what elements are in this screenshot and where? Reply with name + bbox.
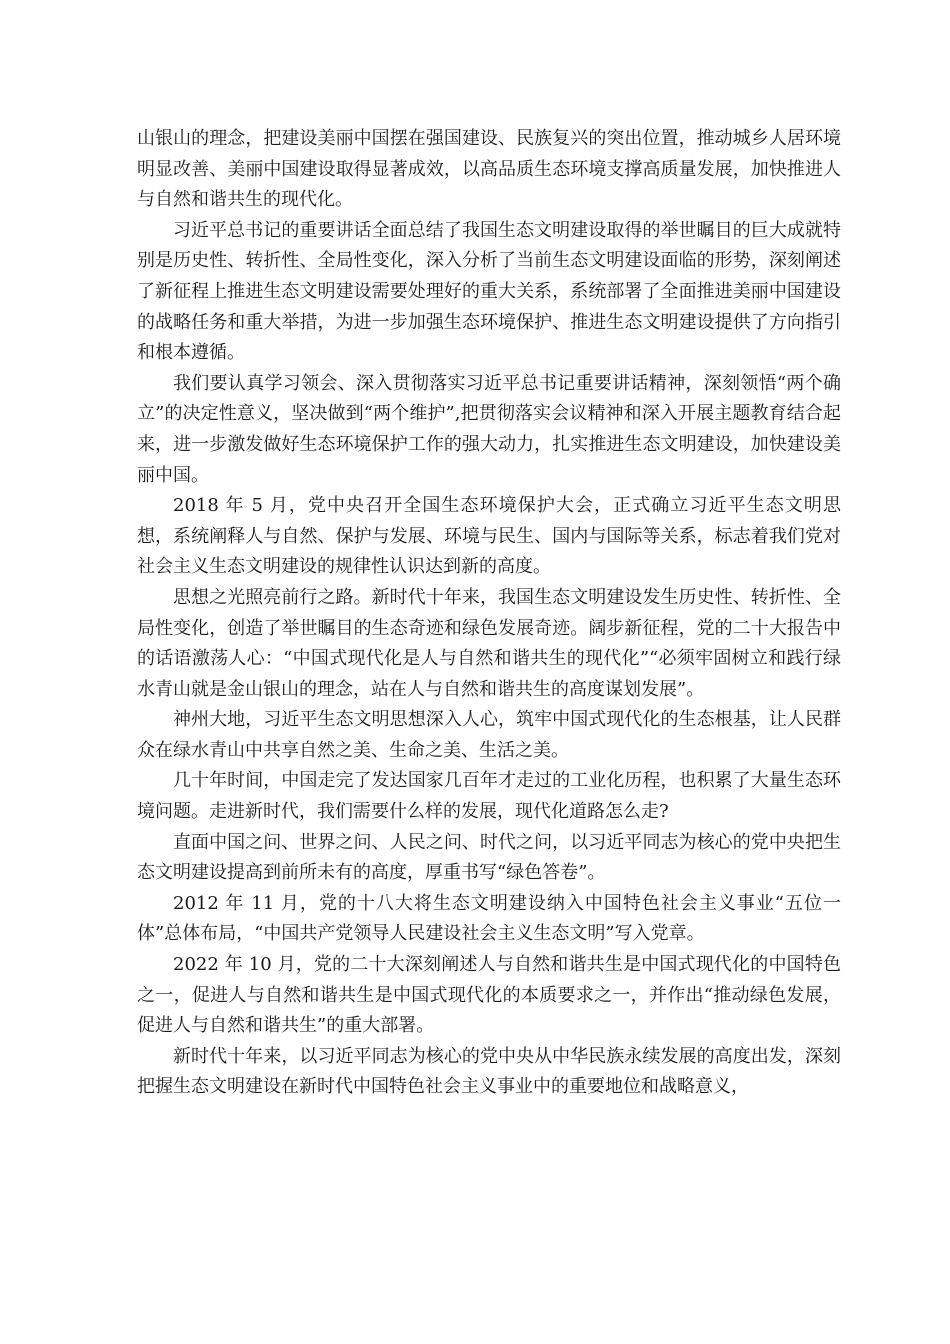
paragraph: 2022 年 10 月，党的二十大深刻阐述人与自然和谐共生是中国式现代化的中国特色之一，促进人与自然和谐共生是中国式现代化的本质要求之一，并作出“推动绿色发展，促进人与自然和谐共生”的重大部署。 [137, 954, 841, 1037]
paragraph: 2012 年 11 月，党的十八大将生态文明建设纳入中国特色社会主义事业“五位一体”总体布局，“中国共产党领导人民建设社会主义生态文明”写入党章。 [137, 892, 841, 945]
paragraph: 直面中国之问、世界之问、人民之问、时代之问，以习近平同志为核心的党中央把生态文明建设提高到前所未有的高度，厚重书写“绿色答卷”。 [137, 831, 841, 884]
paragraph: 习近平总书记的重要讲话全面总结了我国生态文明建设取得的举世瞩目的巨大成就特别是历史性、转折性、全局性变化，深入分析了当前生态文明建设面临的形势，深刻阐述了新征程上推进生态文明建设需要处理好的重大关系，系统部署了全面推进美丽中国建设的战略任务和重大举措，为进一步加强生态环境保护、推进生态文明建设提供了方向指引和根本遵循。 [137, 219, 841, 364]
paragraph: 几十年时间，中国走完了发达国家几百年才走过的工业化历程，也积累了大量生态环境问题。走进新时代，我们需要什么样的发展，现代化道路怎么走? [137, 770, 841, 823]
paragraph: 神州大地，习近平生态文明思想深入人心，筑牢中国式现代化的生态根基，让人民群众在绿水青山中共享自然之美、生命之美、生活之美。 [137, 709, 841, 761]
paragraph: 思想之光照亮前行之路。新时代十年来，我国生态文明建设发生历史性、转折性、全局性变化，创造了举世瞩目的生态奇迹和绿色发展奇迹。阔步新征程，党的二十大报告中的话语激荡人心：“中国式现代化是人与自然和谐共生的现代化”“必须牢固树立和践行绿水青山就是金山银山的理念，站在人与自然和谐共生的高度谋划发展”。 [137, 586, 841, 700]
paragraph: 新时代十年来，以习近平同志为核心的党中央从中华民族永续发展的高度出发，深刻把握生态文明建设在新时代中国特色社会主义事业中的重要地位和战略意义， [137, 1045, 841, 1098]
document-body [137, 124, 841, 1103]
paragraph-continuation: 山银山的理念，把建设美丽中国摆在强国建设、民族复兴的突出位置，推动城乡人居环境明显改善、美丽中国建设取得显著成效，以高品质生态环境支撑高质量发展，加快推进人与自然和谐共生的现代化。 [137, 128, 841, 211]
paragraph: 我们要认真学习领会、深入贯彻落实习近平总书记重要讲话精神，深刻领悟“两个确立”的决定性意义，坚决做到“两个维护”,把贯彻落实会议精神和深入开展主题教育结合起来，进一步激发做好生态环境保护工作的强大动力，扎实推进生态文明建设，加快建设美丽中国。 [137, 372, 841, 486]
paragraph: 2018 年 5 月，党中央召开全国生态环境保护大会，正式确立习近平生态文明思想，系统阐释人与自然、保护与发展、环境与民生、国内与国际等关系，标志着我们党对社会主义生态文明建设的规律性认识达到新的高度。 [137, 495, 841, 578]
